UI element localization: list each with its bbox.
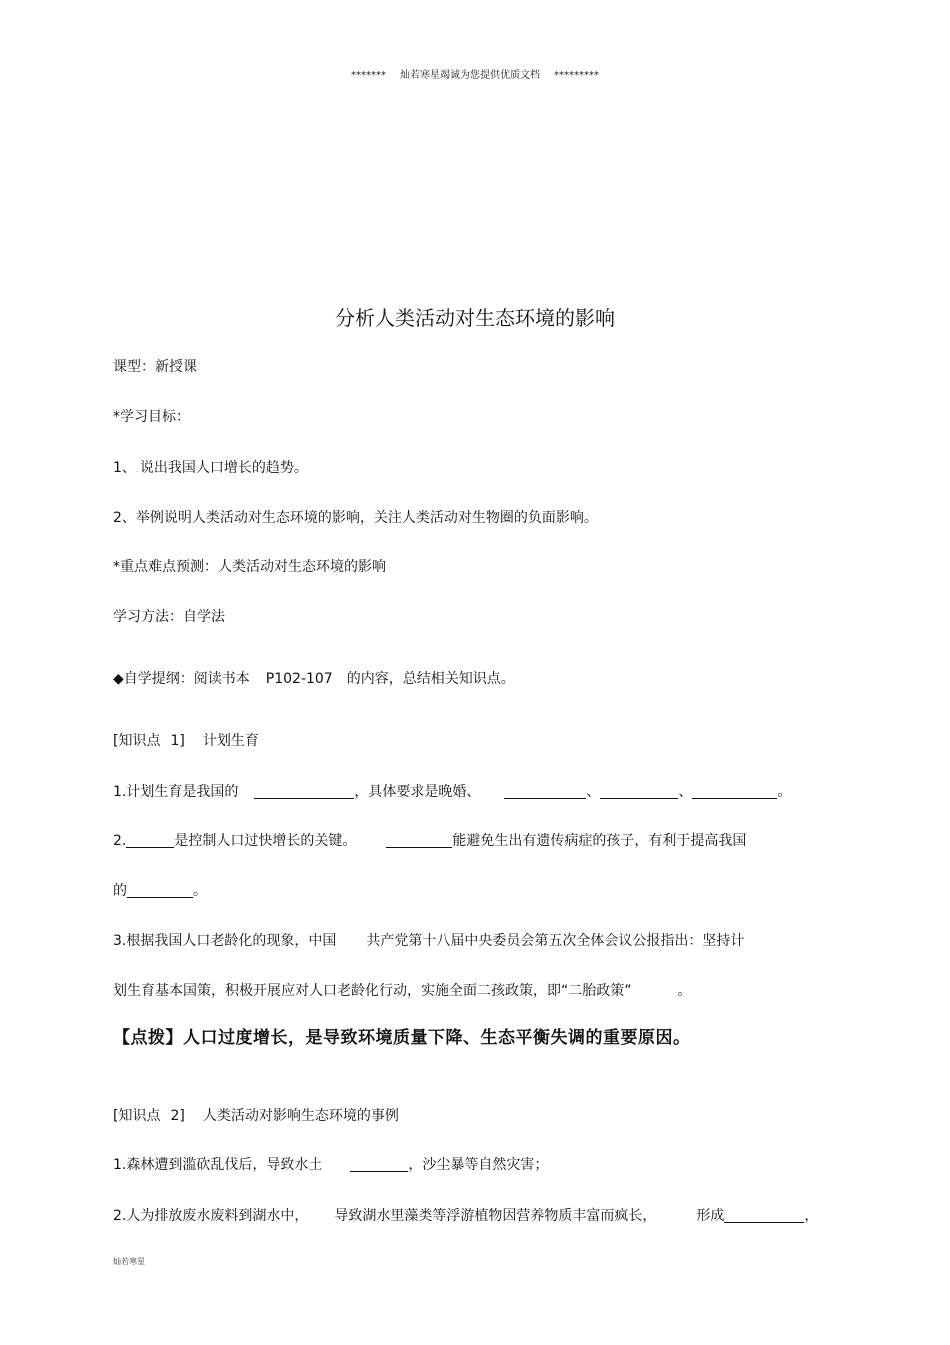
fill-blank (254, 784, 354, 799)
kp2-label: [知识点 (113, 1108, 161, 1124)
kp2-item-1-text-a: 1.森林遭到滥砍乱伐后，导致水土 (113, 1157, 323, 1173)
kp1-item-3-text-c: 划生育基本国策，积极开展应对人口老龄化行动，实施全面二孩政策，即“二胎政策” (113, 983, 632, 999)
kp1-label: [知识点 (113, 733, 161, 749)
kp1-item-3-text-a: 3.根据我国人口老龄化的现象，中国 (113, 933, 337, 949)
period: 。 (193, 883, 207, 899)
goal-1-number: 1、 (113, 460, 136, 476)
kp1-number: 1] (170, 733, 185, 749)
kp1-item-2-text-c: 能避免生出有遗传病症的孩子，有利于提高我国 (452, 833, 747, 849)
header-text: 灿若寒星竭诚为您提供优质文档 (400, 70, 540, 81)
kp2-item-1 (113, 1154, 548, 1174)
dot-mark: . (135, 465, 139, 474)
kp1-item-2-text-b: 是控制人口过快增长的关键。 (174, 833, 357, 849)
header-right-stars: ********* (554, 70, 599, 81)
kp1-title: 计划生育 (202, 733, 259, 749)
fill-blank (126, 833, 174, 848)
kp1-item-1-text-b: ，具体要求是晚婚、 (354, 784, 481, 800)
fill-blank (724, 1208, 804, 1223)
fill-blank (350, 1157, 408, 1172)
kp1-item-2-cont (113, 880, 207, 900)
study-method: 学习方法：自学法 (113, 609, 225, 625)
fill-blank (127, 883, 193, 898)
tip-note: 【点拨】人口过度增长，是导致环境质量下降、生态平衡失调的重要原因。 (113, 1028, 691, 1048)
page-header (0, 66, 950, 81)
kp2-item-2 (113, 1205, 818, 1225)
kp1-item-1 (113, 781, 791, 801)
outline-pages: P102-107 (265, 671, 333, 687)
outline-suffix: 的内容，总结相关知识点。 (346, 671, 515, 687)
outline-prefix: ◆自学提纲：阅读书本 (113, 671, 250, 687)
fill-blank (386, 833, 452, 848)
kp1-item-2-text-d: 的 (113, 883, 127, 899)
header-left-stars: ******* (351, 70, 386, 81)
lesson-type: 课型：新授课 (113, 359, 197, 375)
goal-1-text: 说出我国人口增长的趋势。 (139, 460, 308, 476)
kp1-item-3-cont (113, 980, 692, 1000)
kp1-item-3 (113, 930, 744, 950)
period: 。 (677, 983, 692, 999)
kp2-item-2-text-b: 导致湖水里藻类等浮游植物因营养物质丰富而疯长， (334, 1208, 657, 1224)
kp2-item-2-text-c: 形成 (696, 1208, 725, 1224)
kp2-heading (113, 1105, 399, 1125)
kp2-item-2-text-a: 2.人为排放废水废料到湖水中， (113, 1208, 309, 1224)
goals-heading: *学习目标： (113, 409, 190, 425)
goal-1 (113, 457, 308, 477)
fill-blank (692, 784, 777, 799)
comma: ， (804, 1208, 819, 1224)
study-outline (113, 668, 515, 688)
page-footer: 灿若寒星 (113, 1257, 145, 1266)
kp1-item-1-text-a: 1.计划生育是我国的 (113, 784, 239, 800)
page-title: 分析人类活动对生态环境的影响 (335, 306, 615, 330)
key-points: *重点难点预测：人类活动对生态环境的影响 (113, 559, 386, 575)
kp1-item-2-number: 2. (113, 833, 127, 849)
period: 。 (777, 784, 792, 800)
kp2-number: 2] (170, 1108, 185, 1124)
goal-2: 2、举例说明人类活动对生态环境的影响，关注人类活动对生物圈的负面影响。 (113, 510, 598, 526)
separator: 、 (586, 784, 601, 800)
kp1-item-2 (113, 830, 746, 850)
separator: 、 (678, 784, 693, 800)
kp1-item-3-text-b: 共产党第十八届中央委员会第五次全体会议公报指出：坚持计 (366, 933, 745, 949)
fill-blank (600, 784, 678, 799)
kp2-title: 人类活动对影响生态环境的事例 (202, 1108, 399, 1124)
fill-blank (504, 784, 586, 799)
kp2-item-1-text-b: ，沙尘暴等自然灾害； (408, 1157, 549, 1173)
kp1-heading (113, 730, 259, 750)
